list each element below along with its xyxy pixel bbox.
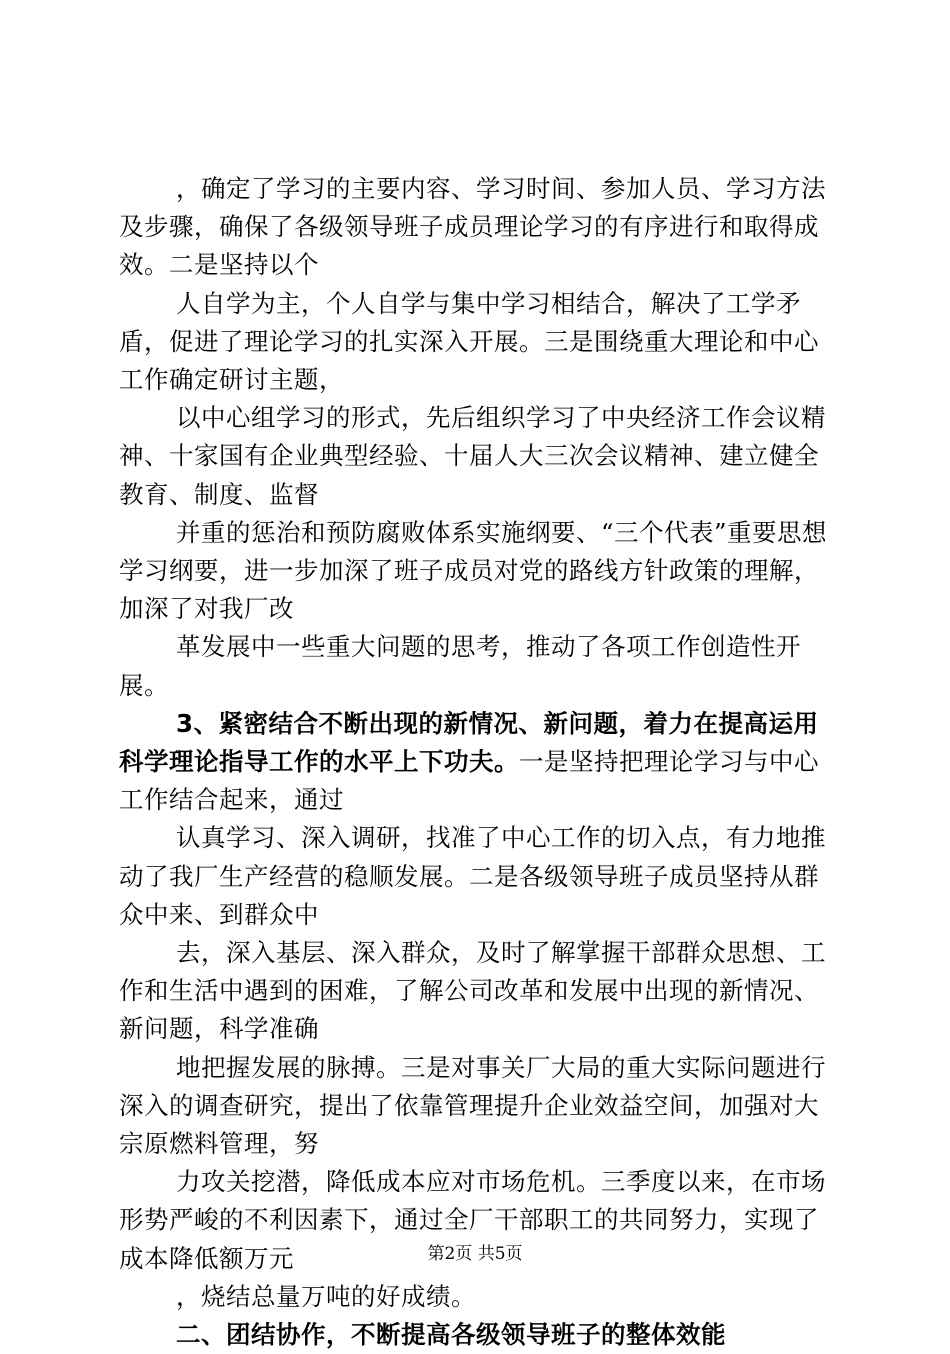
section-3-paragraph	[119, 705, 839, 820]
paragraph-8: 去，深入基层、深入群众，及时了解掌握干部群众思想、工作和生活中遇到的困难，了解公司改革和发展中出现的新情况、新问题，科学准确	[119, 938, 826, 1044]
section-3-bold-lead: 3、紧密结合不断出现的新情况、新问题，着力在提高运用科学理论指导工作的水平上下功夫。	[119, 708, 819, 777]
paragraph-7: 认真学习、深入调研，找准了中心工作的切入点，有力地推动了我厂生产经营的稳顺发展。二是各级领导班子成员坚持从群众中来、到群众中	[119, 823, 826, 929]
section-heading: 二、团结协作，不断提高各级领导班子的整体效能	[176, 1320, 726, 1350]
paragraph-9: 地把握发展的脉搏。三是对事关厂大局的重大实际问题进行深入的调查研究，提出了依靠管理提升企业效益空间，加强对大宗原燃料管理，努	[119, 1052, 826, 1159]
paragraph-11: ，烧结总量万吨的好成绩。	[176, 1281, 476, 1311]
page-footer: 第2页 共5页	[427, 1244, 523, 1264]
paragraph-1: ，确定了学习的主要内容、学习时间、参加人员、学习方法及步骤，确保了各级领导班子成员理论学习的有序进行和取得成效。二是坚持以个	[119, 174, 826, 280]
paragraph-5: 革发展中一些重大问题的思考，推动了各项工作创造性开展。	[119, 632, 801, 700]
paragraph-3: 以中心组学习的形式，先后组织学习了中央经济工作会议精神、十家国有企业典型经验、十届人大三次会议精神、建立健全教育、制度、监督	[119, 403, 826, 509]
paragraph-4: 并重的惩治和预防腐败体系实施纲要、“三个代表”重要思想学习纲要，进一步加深了班子成员对党的路线方针政策的理解，加深了对我厂改	[119, 517, 828, 624]
paragraph-2: 人自学为主，个人自学与集中学习相结合，解决了工学矛盾，促进了理论学习的扎实深入开展。三是围绕重大理论和中心工作确定研讨主题，	[119, 288, 819, 395]
section-3-text: 一是坚持把理论学习与中心工作结合起来，通过	[119, 747, 819, 815]
paragraph-10: 力攻关挖潜，降低成本应对市场危机。三季度以来，在市场形势严峻的不利因素下，通过全厂干部职工的共同努力，实现了成本降低额万元	[119, 1167, 826, 1273]
document-body	[119, 170, 839, 1354]
